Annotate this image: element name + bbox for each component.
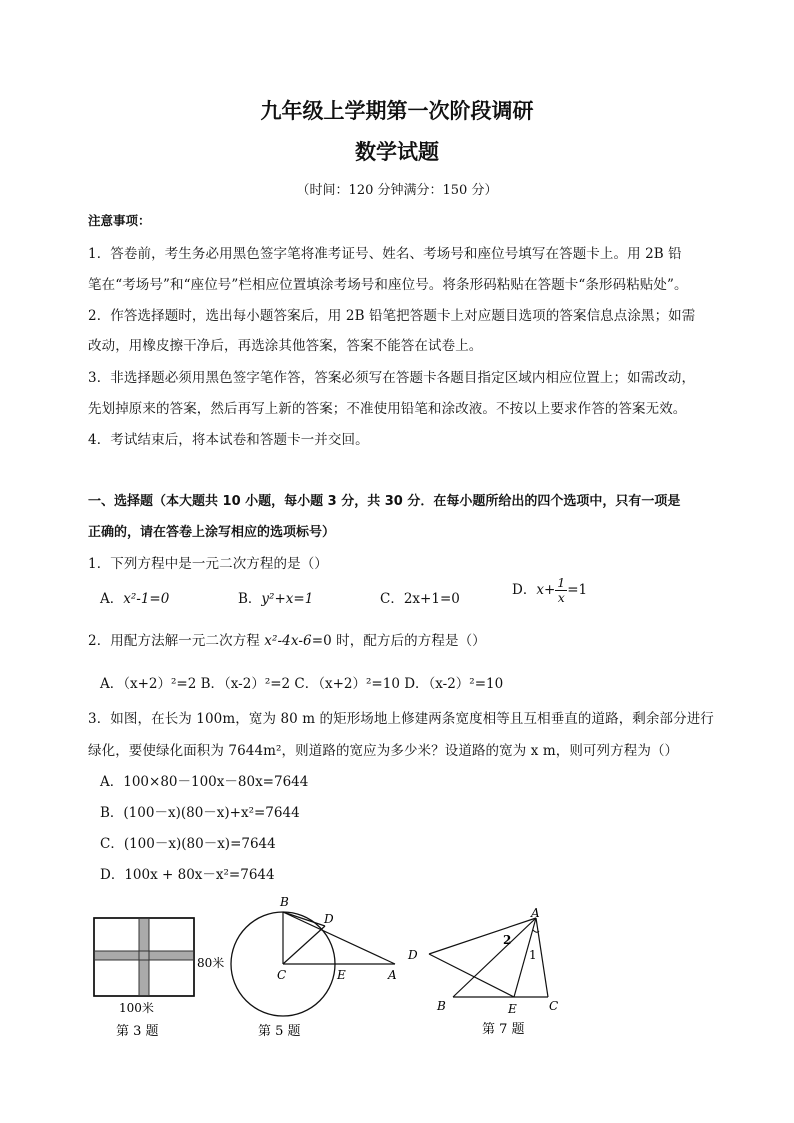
- angle-2-label: 2: [503, 933, 512, 947]
- point-e: E: [337, 968, 346, 982]
- point-e: E: [508, 1002, 517, 1016]
- figure-5-diagram: [230, 890, 410, 1045]
- q3-option-d: D．100x + 80x－x²=7644: [100, 867, 275, 883]
- q3-option-c: C．(100－x)(80－x)=7644: [100, 836, 276, 852]
- point-c: C: [549, 999, 559, 1013]
- section-heading: 一、选择题（本大题共 10 小题，每小题 3 分，共 30 分．在每小题所给出的四个选项中，只有一项是: [88, 494, 681, 509]
- stem-text: =0 时，配方后的方程是（）: [311, 633, 486, 649]
- fraction-numerator: 1: [557, 575, 566, 590]
- option-label: C．: [380, 591, 404, 607]
- point-b: B: [437, 999, 446, 1013]
- width-label: 100米: [119, 1001, 154, 1015]
- point-d: D: [408, 948, 418, 962]
- section-heading-cont: 正确的，请在答卷上涂写相应的选项标号）: [88, 525, 336, 540]
- line-de: [429, 954, 514, 997]
- figure-caption: 第 3 题: [116, 1024, 159, 1039]
- point-c: C: [277, 968, 287, 982]
- option-text: y²+x=1: [261, 591, 314, 607]
- option-text: x²-1=0: [123, 591, 170, 607]
- line-ba: [283, 912, 395, 964]
- side-ab: [453, 918, 536, 997]
- point-b: B: [280, 895, 289, 909]
- option-label: B．: [238, 591, 262, 607]
- q1-option-d: [512, 576, 587, 605]
- angle-1-label: 1: [529, 948, 537, 962]
- figure-caption: 第 7 题: [482, 1022, 525, 1037]
- point-a: A: [388, 968, 397, 982]
- side-ac: [536, 918, 548, 997]
- notice-line: 先划掉原来的答案，然后再写上新的答案；不准使用铅笔和涂改液。不按以上要求作答的答案无效。: [88, 401, 687, 417]
- q3-option-b: B．(100－x)(80－x)+x²=7644: [100, 805, 300, 821]
- notice-line: 3．非选择题必须用黑色签字笔作答，答案必须写在答题卡各题目指定区域内相应位置上；如需改动，: [88, 370, 696, 386]
- point-d: D: [324, 912, 334, 926]
- chord-bd: [283, 912, 325, 926]
- question-3-stem-cont: 绿化，要使绿化面积为 7644m²，则道路的宽应为多少米？设道路的宽为 x m，则可列方程为（）: [88, 743, 679, 759]
- stem-equation: x²-4x-6: [264, 633, 312, 649]
- stem-text: 2．用配方法解一元二次方程: [88, 633, 265, 649]
- figure-caption: 第 5 题: [258, 1024, 301, 1039]
- notice-line: 2．作答选择题时，选出每小题答案后，用 2B 铅笔把答题卡上对应题目选项的答案信息点涂黑；如需: [88, 308, 696, 324]
- option-label: D．: [512, 582, 537, 598]
- q3-option-a: A．100×80－100x－80x=7644: [100, 774, 309, 790]
- q1-option-c: [380, 587, 460, 607]
- exam-title: 九年级上学期第一次阶段调研: [260, 99, 534, 123]
- option-text-pre: x+: [536, 582, 556, 598]
- horizontal-road: [94, 951, 194, 960]
- q1-option-a: [100, 587, 169, 607]
- notice-line: 笔在“考场号”和“座位号”栏相应位置填涂考场号和座位号。将条形码粘贴在答题卡“条形码粘贴处”。: [88, 277, 688, 293]
- notice-line: 4．考试结束后，将本试卷和答题卡一并交回。: [88, 432, 369, 448]
- point-a: A: [531, 906, 540, 920]
- line-da: [429, 918, 536, 954]
- figure-3-diagram: [85, 905, 235, 1045]
- figure-7-diagram: [405, 898, 575, 1043]
- height-label: 80米: [197, 956, 225, 970]
- question-3-stem: 3．如图，在长为 100m，宽为 80 m 的矩形场地上修建两条宽度相等且互相垂直的道路，剩余部分进行: [88, 711, 714, 727]
- fraction: [555, 576, 567, 605]
- fraction-denominator: x: [557, 590, 565, 605]
- notice-line: 改动，用橡皮擦干净后，再选涂其他答案，答案不能答在试卷上。: [88, 338, 483, 354]
- option-label: A．: [100, 591, 124, 607]
- question-2-stem: [88, 629, 486, 649]
- notice-heading: 注意事项：: [88, 213, 151, 228]
- q1-option-b: [238, 587, 313, 607]
- question-2-options: A．（x+2）²=2 B．（x-2）²=2 C．（x+2）²=10 D．（x-2）²=10: [100, 676, 504, 692]
- notice-line: 1．答卷前，考生务必用黑色签字笔将准考证号、姓名、考场号和座位号填写在答题卡上。用 2B 铅: [88, 246, 682, 262]
- radius-cd: [283, 926, 325, 964]
- option-text: 2x+1=0: [403, 591, 460, 607]
- question-1-stem: 1．下列方程中是一元二次方程的是（）: [88, 556, 328, 572]
- exam-subject-title: 数学试题: [355, 140, 439, 164]
- option-text-post: =1: [567, 582, 588, 598]
- exam-time-info: （时间：120 分钟满分：150 分）: [296, 183, 498, 198]
